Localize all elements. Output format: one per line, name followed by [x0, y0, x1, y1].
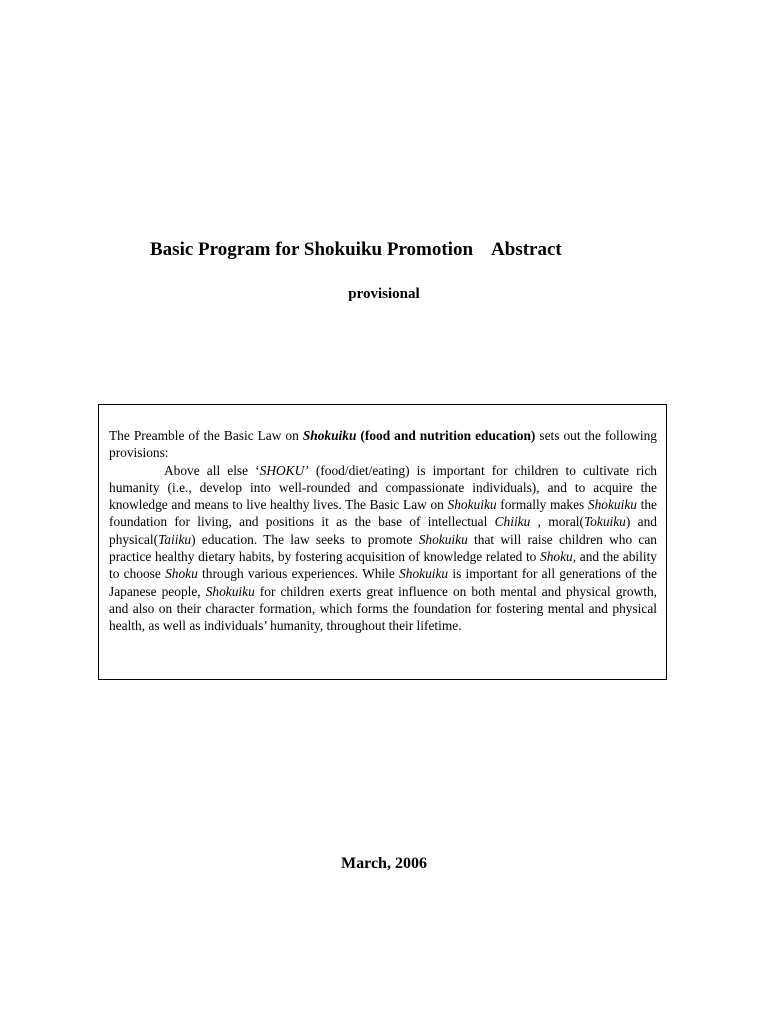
abstract-term-italic: Shoku: [540, 549, 573, 565]
abstract-text: formally makes: [496, 497, 588, 513]
abstract-text: through various experiences. While: [197, 566, 400, 582]
abstract-text: sets out the following provisions:: [109, 428, 657, 461]
abstract-text: the foundation for living, and positions it as the base of intellectual: [109, 497, 657, 530]
document-title: [150, 239, 562, 261]
title-main: Basic Program for Shokuiku Promotion: [150, 239, 474, 260]
abstract-text: is important for all generations of the Japanese people,: [109, 566, 657, 599]
abstract-text: , moral(: [530, 514, 584, 530]
abstract-term-italic: Shokuiku: [587, 497, 637, 513]
abstract-term-italic: Shokuiku: [447, 497, 497, 513]
abstract-paragraph-body: [109, 462, 657, 635]
abstract-text: for children exerts great influence on both mental and physical growth, and also on their character formation, which forms the foundation for fostering mental and physical health, as well as individuals’ humanity, throughout their lifetime.: [109, 583, 657, 634]
title-suffix: Abstract: [491, 239, 562, 260]
abstract-term-italic: Taiiku: [158, 531, 192, 547]
abstract-text: that will raise children who can practice healthy dietary habits, by fostering acquisition of knowledge related to: [109, 531, 658, 565]
abstract-term-italic: Shokuiku: [302, 428, 357, 443]
abstract-term-bold: (food and nutrition education): [356, 428, 536, 443]
abstract-text: ) and physical(: [109, 514, 657, 547]
document-subtitle: provisional: [348, 286, 420, 302]
abstract-term-italic: Chiiku: [494, 514, 531, 530]
abstract-box: [98, 404, 667, 680]
abstract-text: Above all else ‘: [164, 462, 260, 478]
abstract-text: The Preamble of the Basic Law on: [109, 428, 303, 443]
abstract-term-italic: Shoku: [165, 566, 198, 582]
abstract-term-italic: SHOKU’: [259, 462, 309, 478]
abstract-term-italic: Shokuiku: [418, 531, 468, 547]
abstract-text: , and the ability to choose: [109, 549, 657, 582]
abstract-paragraph-intro: [109, 427, 657, 462]
abstract-term-italic: Shokuiku: [205, 583, 255, 599]
document-date: March, 2006: [341, 855, 427, 872]
abstract-term-italic: Shokuiku: [399, 566, 449, 582]
abstract-term-italic: Tokuiku: [583, 514, 626, 530]
abstract-text: ) education. The law seeks to promote: [191, 531, 419, 547]
abstract-text: (food/diet/eating) is important for children to cultivate rich humanity (i.e., develop into well-rounded and compassionate individuals), and to acquire the knowledge and means to live healthy lives. The Basic Law on: [109, 462, 657, 513]
